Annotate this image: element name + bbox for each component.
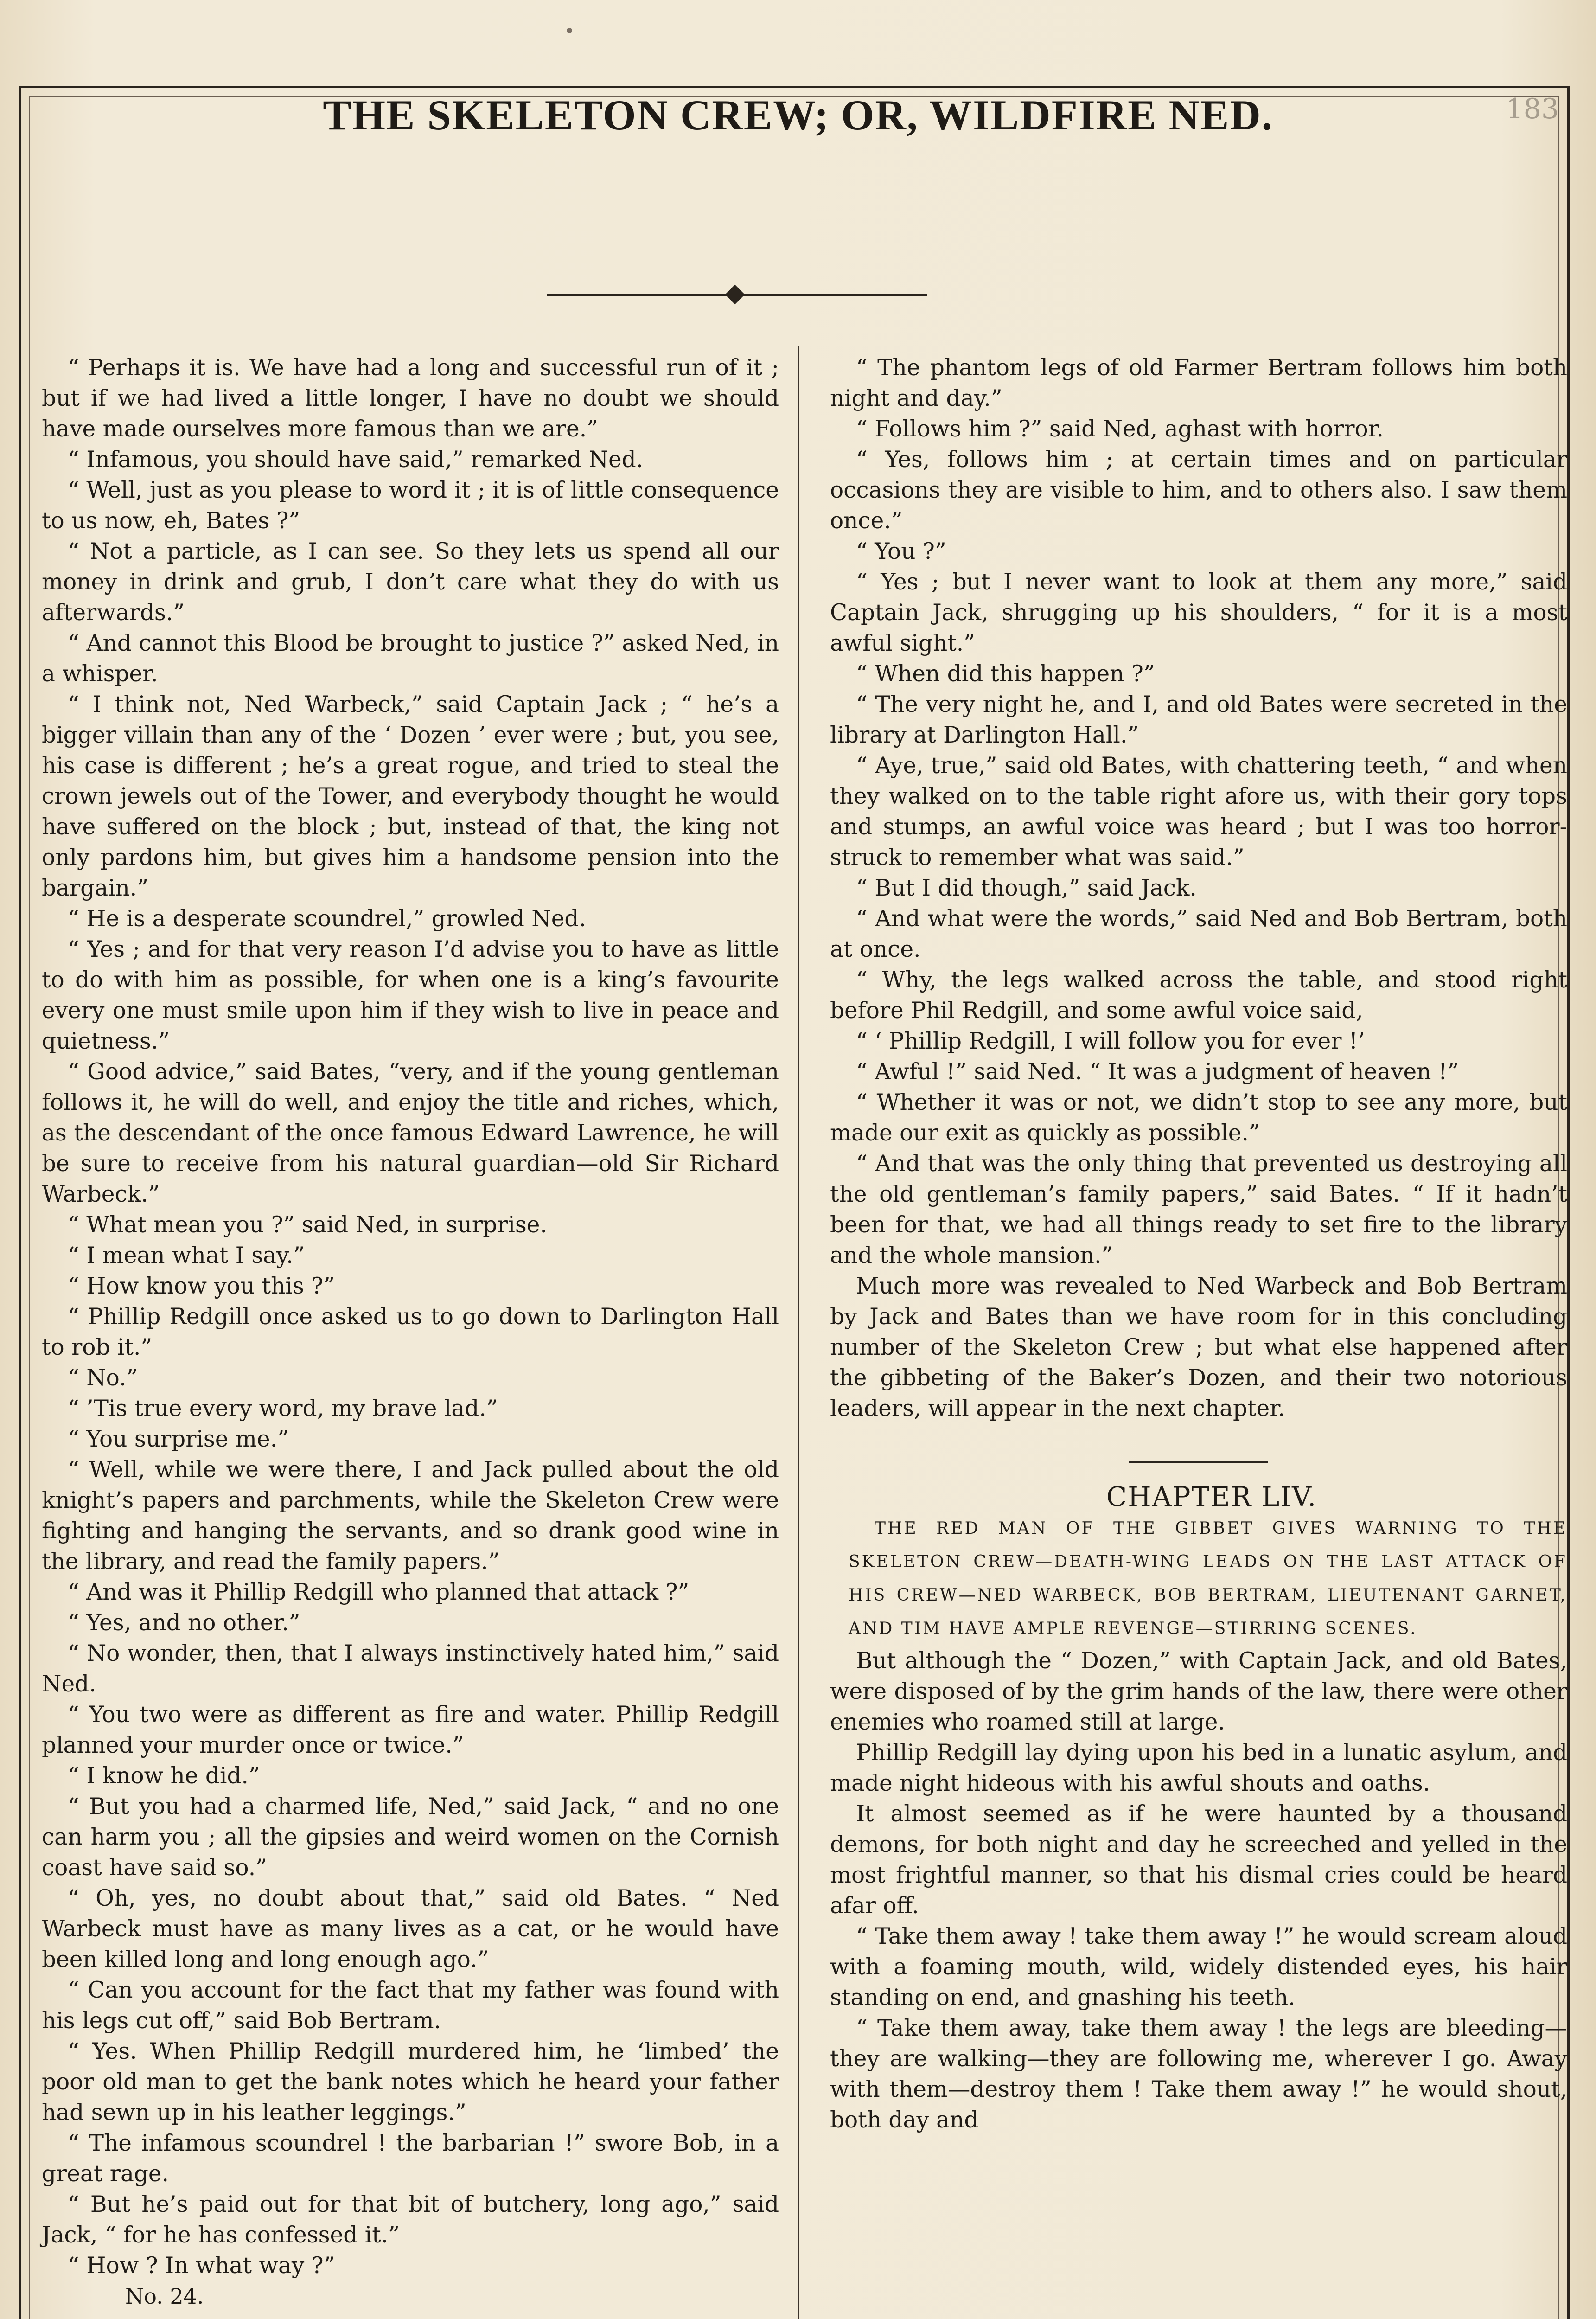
paragraph: “ ’Tis true every word, my brave lad.” [68, 1396, 498, 1422]
paragraph: “ No wonder, then, that I always instinctively hated him,” said Ned. [42, 1640, 779, 1697]
paragraph: “ Why, the legs walked across the table, and stood right before Phil Redgill, and some awful voice said, [830, 967, 1567, 1024]
paragraph: “ When did this happen ?” [856, 661, 1155, 687]
paragraph: But although the “ Dozen,” with Captain Jack, and old Bates, were disposed of by the grim hands of the law, there were other enemies who roamed still at large. [830, 1648, 1567, 1735]
paragraph: “ I know he did.” [68, 1763, 260, 1789]
paragraph: “ I mean what I say.” [68, 1243, 305, 1268]
paragraph: “ Whether it was or not, we didn’t stop to see any more, but made our exit as quickly as possible.” [830, 1089, 1567, 1146]
paragraph: “ Aye, true,” said old Bates, with chattering teeth, “ and when they walked on to the table right afore us, with their gory tops and stumps, an awful voice was heard ; but I was too horror-struck to remember what was said.” [830, 753, 1567, 871]
paragraph: “ Well, just as you please to word it ; it is of little consequence to us now, eh, Bates ?” [42, 477, 779, 534]
paragraph: “ And what were the words,” said Ned and Bob Bertram, both at once. [830, 906, 1567, 962]
paragraph: It almost seemed as if he were haunted by a thousand demons, for both night and day he screeched and yelled in the most frightful manner, so that his dismal cries could be heard afar off. [830, 1801, 1567, 1919]
paper-speck [567, 28, 572, 33]
left-column [42, 352, 779, 2312]
paragraph: “ The phantom legs of old Farmer Bertram follows him both night and day.” [830, 355, 1567, 411]
paragraph: “ No.” [68, 1365, 138, 1391]
paragraph: “ And cannot this Blood be brought to justice ?” asked Ned, in a whisper. [42, 630, 779, 687]
column-divider [798, 346, 799, 2319]
chapter-heading: CHAPTER LIV. [1106, 1481, 1317, 1512]
paragraph: Phillip Redgill lay dying upon his bed in a lunatic asylum, and made night hideous with his awful shouts and oaths. [830, 1740, 1567, 1796]
paragraph: “ Yes ; and for that very reason I’d advise you to have as little to do with him as possible, for when one is a king’s favourite every one must smile upon him if they wish to live in peace and quietness.” [42, 936, 779, 1054]
issue-number: No. 24. [125, 2284, 204, 2309]
paragraph: “ You surprise me.” [68, 1426, 289, 1452]
paragraph: “ Can you account for the fact that my father was found with his legs cut off,” said Bob Bertram. [42, 1977, 779, 2034]
paragraph: “ But I did though,” said Jack. [856, 875, 1197, 901]
paragraph: “ Perhaps it is. We have had a long and successful run of it ; but if we had lived a little longer, I have no doubt we should have made ourselves more famous than we are.” [42, 355, 779, 442]
paragraph: “ Yes, follows him ; at certain times and on particular occasions they are visible to him, and to others also. I saw them once.” [830, 447, 1567, 534]
paragraph: “ Well, while we were there, I and Jack pulled about the old knight’s papers and parchments, while the Skeleton Crew were fighting and hanging the servants, and so drank good wine in the library, and read the family papers.” [42, 1457, 779, 1575]
paragraph: “ You two were as different as fire and water. Phillip Redgill planned your murder once or twice.” [42, 1702, 779, 1758]
paragraph: “ Infamous, you should have said,” remarked Ned. [68, 447, 644, 473]
paragraph: “ And that was the only thing that prevented us destroying all the old gentleman’s family papers,” said Bates. “ If it hadn’t been for that, we had all things ready to set fire to the library and the whole mansion.” [830, 1151, 1567, 1268]
section-rule [1129, 1461, 1268, 1463]
paragraph: “ The very night he, and I, and old Bates were secreted in the library at Darlington Hall.” [830, 692, 1567, 748]
story-title: THE SKELETON CREW; OR, WILDFIRE NED. [323, 91, 1273, 139]
paragraph: “ Yes ; but I never want to look at them any more,” said Captain Jack, shrugging up his shoulders, “ for it is a most awful sight.” [830, 569, 1567, 656]
chapter-summary: THE RED MAN OF THE GIBBET GIVES WARNING TO THE SKELETON CREW—DEATH-WING LEADS ON THE LAST ATTACK OF HIS CREW—NED WARBECK, BOB BERTRAM, LIEUTENANT GARNET, AND TIM HAVE AMPLE REVENGE—STIRRING SCENES. [849, 1519, 1567, 1638]
paragraph: “ What mean you ?” said Ned, in surprise. [68, 1212, 547, 1238]
paragraph: “ Take them away, take them away ! the legs are bleeding—they are walking—they are following me, wherever I go. Away with them—destroy them ! Take them away !” he would shout, both day and [830, 2015, 1567, 2133]
paragraph: “ Oh, yes, no doubt about that,” said old Bates. “ Ned Warbeck must have as many lives as a cat, or he would have been killed long and long enough ago.” [42, 1885, 779, 1973]
paragraph: “ Follows him ?” said Ned, aghast with horror. [856, 416, 1384, 442]
paragraph: “ Not a particle, as I can see. So they lets us spend all our money in drink and grub, I don’t care what they do with us afterwards.” [42, 538, 779, 626]
paragraph: “ You ?” [856, 538, 946, 564]
paragraph: “ I think not, Ned Warbeck,” said Captain Jack ; “ he’s a bigger villain than any of the ‘ Dozen ’ ever were ; but, you see, his case is different ; he’s a great rogue, and tried to steal the crown jewels out of the Tower, and everybody thought he would have suffered on the block ; but, instead of that, the king not only pardons him, but gives him a handsome pension into the bargain.” [42, 692, 779, 901]
paragraph: “ Good advice,” said Bates, “very, and if the young gentleman follows it, he will do well, and enjoy the title and riches, which, as the descendant of the once famous Edward Lawrence, he will be sure to receive from his natural guardian—old Sir Richard Warbeck.” [42, 1059, 779, 1207]
paragraph: “ But he’s paid out for that bit of butchery, long ago,” said Jack, “ for he has confessed it.” [42, 2191, 779, 2248]
paragraph: “ Take them away ! take them away !” he would scream aloud with a foaming mouth, wild, widely distended eyes, his hair standing on end, and gnashing his teeth. [830, 1923, 1567, 2011]
page-number: 183 [1506, 93, 1559, 125]
paragraph: “ How ? In what way ?” [68, 2253, 335, 2279]
title-ornament-rule [547, 288, 927, 301]
paragraph: “ And was it Phillip Redgill who planned that attack ?” [68, 1579, 689, 1605]
paragraph: Much more was revealed to Ned Warbeck and Bob Bertram by Jack and Bates than we have room for in this concluding number of the Skeleton Crew ; but what else happened after the gibbeting of the Baker’s Dozen, and their two notorious leaders, will appear in the next chapter. [830, 1273, 1567, 1422]
paragraph: “ Yes. When Phillip Redgill murdered him, he ‘limbed’ the poor old man to get the bank notes which he heard your father had sewn up in his leather leggings.” [42, 2038, 779, 2126]
paragraph: “ He is a desperate scoundrel,” growled Ned. [68, 906, 586, 932]
right-column [830, 352, 1567, 2135]
paragraph: “ ‘ Phillip Redgill, I will follow you for ever !’ [856, 1028, 1365, 1054]
paragraph: “ The infamous scoundrel ! the barbarian !” swore Bob, in a great rage. [42, 2130, 779, 2187]
paragraph: “ Phillip Redgill once asked us to go down to Darlington Hall to rob it.” [42, 1304, 779, 1360]
paragraph: “ Yes, and no other.” [68, 1610, 300, 1636]
paragraph: “ But you had a charmed life, Ned,” said Jack, “ and no one can harm you ; all the gipsies and weird women on the Cornish coast have said so.” [42, 1794, 779, 1881]
paragraph: “ How know you this ?” [68, 1273, 335, 1299]
paragraph: “ Awful !” said Ned. “ It was a judgment of heaven !” [856, 1059, 1459, 1085]
